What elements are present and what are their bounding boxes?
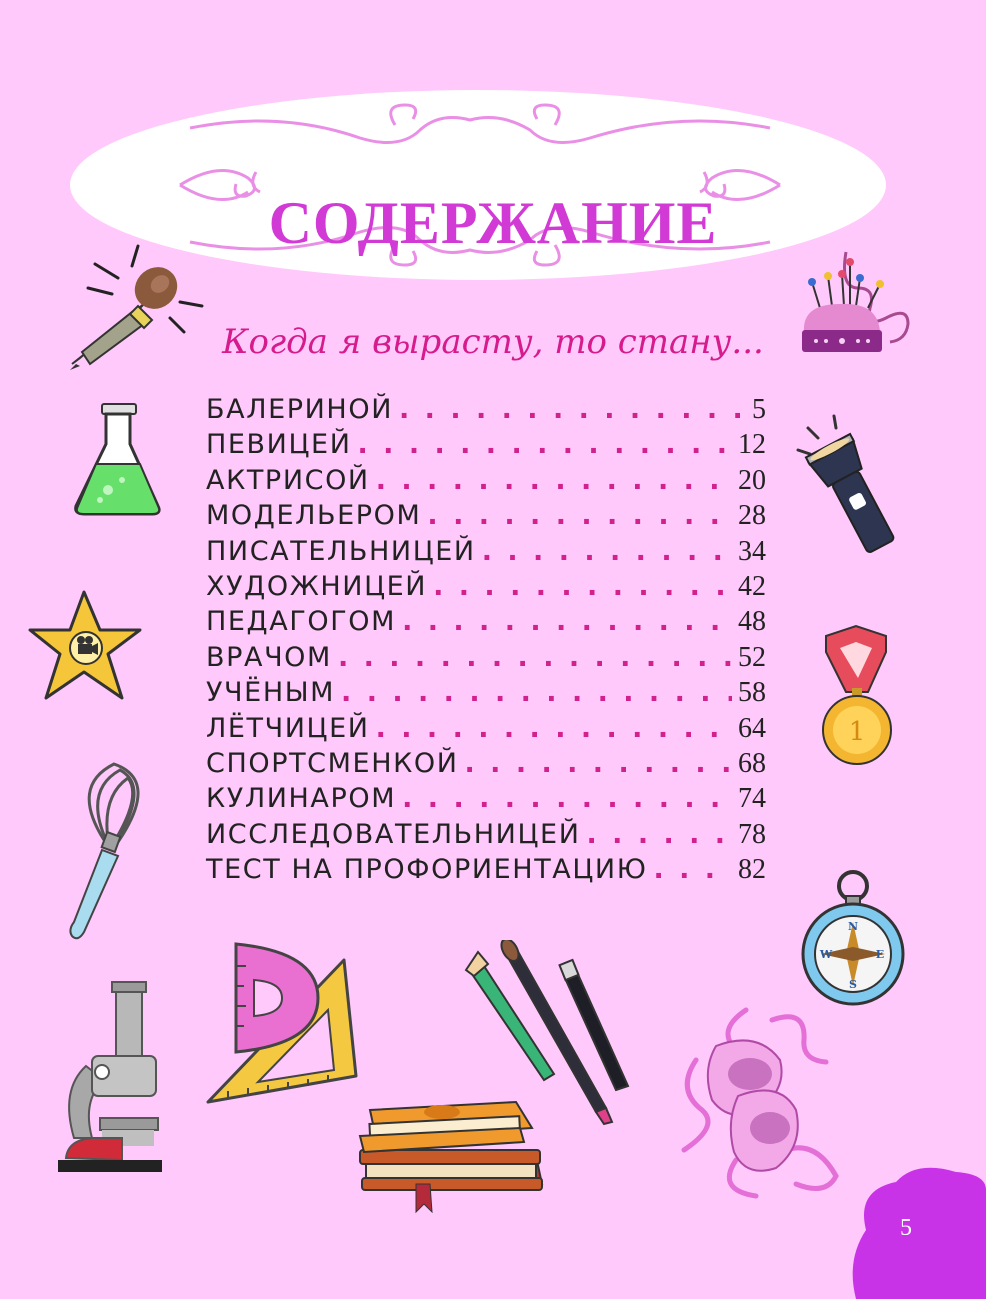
dot-leader (341, 677, 732, 708)
toc-entry-actress[interactable] (206, 465, 766, 500)
toc-label: МОДЕЛЬЕРОМ (206, 500, 422, 532)
toc-label: ЛЁТЧИЦЕЙ (206, 712, 370, 744)
toc-label: БАЛЕРИНОЙ (206, 394, 393, 425)
dot-leader (587, 819, 732, 850)
toc-label: ПИСАТЕЛЬНИЦЕЙ (206, 535, 476, 567)
toc-entry-explorer[interactable] (206, 819, 766, 854)
chemistry-flask-icon (70, 400, 165, 520)
toc-entry-athlete[interactable] (206, 748, 766, 783)
film-star-icon (28, 588, 144, 708)
toc-label: КУЛИНАРОМ (206, 783, 397, 815)
compass-icon (798, 868, 908, 1008)
toc-page-number: 12 (738, 429, 766, 461)
dot-leader (465, 748, 732, 779)
toc-label: АКТРИСОЙ (206, 464, 370, 496)
table-of-contents (206, 394, 766, 889)
flashlight-icon (794, 414, 914, 554)
books-icon (356, 1080, 552, 1214)
toc-page-number: 74 (738, 783, 766, 815)
toc-entry-designer[interactable] (206, 500, 766, 535)
geometry-tools-icon (198, 936, 368, 1108)
svg-text:W: W (819, 948, 833, 961)
microscope-icon (52, 980, 172, 1192)
toc-entry-artist[interactable] (206, 571, 766, 606)
toc-page-number: 20 (738, 464, 766, 496)
dot-leader (482, 536, 732, 567)
dot-leader (376, 713, 732, 744)
toc-label: ПЕВИЦЕЙ (206, 429, 352, 461)
dot-leader (402, 783, 732, 814)
toc-label: ХУДОЖНИЦЕЙ (206, 570, 428, 602)
toc-page-number: 78 (738, 818, 766, 850)
toc-entry-singer[interactable] (206, 429, 766, 464)
microphone-icon (60, 236, 210, 376)
toc-page-number: 48 (738, 606, 766, 638)
sewing-pincushion-icon (790, 248, 920, 358)
toc-entry-teacher[interactable] (206, 606, 766, 641)
toc-entry-ballerina[interactable] (206, 394, 766, 429)
dot-leader (433, 571, 732, 602)
toc-page-number: 52 (738, 641, 766, 673)
svg-text:S: S (849, 978, 857, 991)
toc-entry-doctor[interactable] (206, 642, 766, 677)
toc-label: ИССЛЕДОВАТЕЛЬНИЦЕЙ (206, 818, 581, 850)
dot-leader (338, 642, 732, 673)
dot-leader (402, 606, 732, 637)
toc-label: ПЕДАГОГОМ (206, 606, 397, 638)
gold-medal-icon (812, 622, 902, 772)
toc-label: ВРАЧОМ (206, 641, 332, 673)
toc-page-number: 58 (738, 677, 766, 709)
page-number: 5 (900, 1215, 912, 1241)
toc-page-number: 42 (738, 570, 766, 602)
whisk-icon (62, 756, 172, 946)
dot-leader (358, 429, 732, 460)
toc-entry-pilot[interactable] (206, 713, 766, 748)
dot-leader (427, 500, 732, 531)
toc-entry-scientist[interactable] (206, 677, 766, 712)
dot-leader (653, 854, 732, 885)
toc-page-number: 5 (752, 394, 766, 425)
svg-text:N: N (847, 920, 859, 933)
subtitle: Когда я вырасту, то стану... (222, 322, 764, 362)
dot-leader (376, 465, 732, 496)
toc-page-number: 34 (738, 535, 766, 567)
toc-label: УЧЁНЫМ (206, 677, 336, 709)
toc-page-number: 68 (738, 747, 766, 779)
toc-label: СПОРТСМЕНКОЙ (206, 747, 459, 779)
toc-page-number: 28 (738, 500, 766, 532)
page-title: СОДЕРЖАНИЕ (268, 190, 718, 257)
toc-entry-career-test[interactable] (206, 854, 766, 889)
toc-entry-cook[interactable] (206, 783, 766, 818)
ballet-shoes-icon (676, 1000, 846, 1200)
toc-page-number: 64 (738, 712, 766, 744)
toc-page-number: 82 (738, 854, 766, 886)
svg-text:E: E (875, 948, 885, 961)
toc-entry-writer[interactable] (206, 536, 766, 571)
dot-leader (399, 394, 746, 425)
toc-label: ТЕСТ НА ПРОФОРИЕНТАЦИЮ (206, 854, 648, 886)
svg-text:1: 1 (848, 717, 866, 747)
